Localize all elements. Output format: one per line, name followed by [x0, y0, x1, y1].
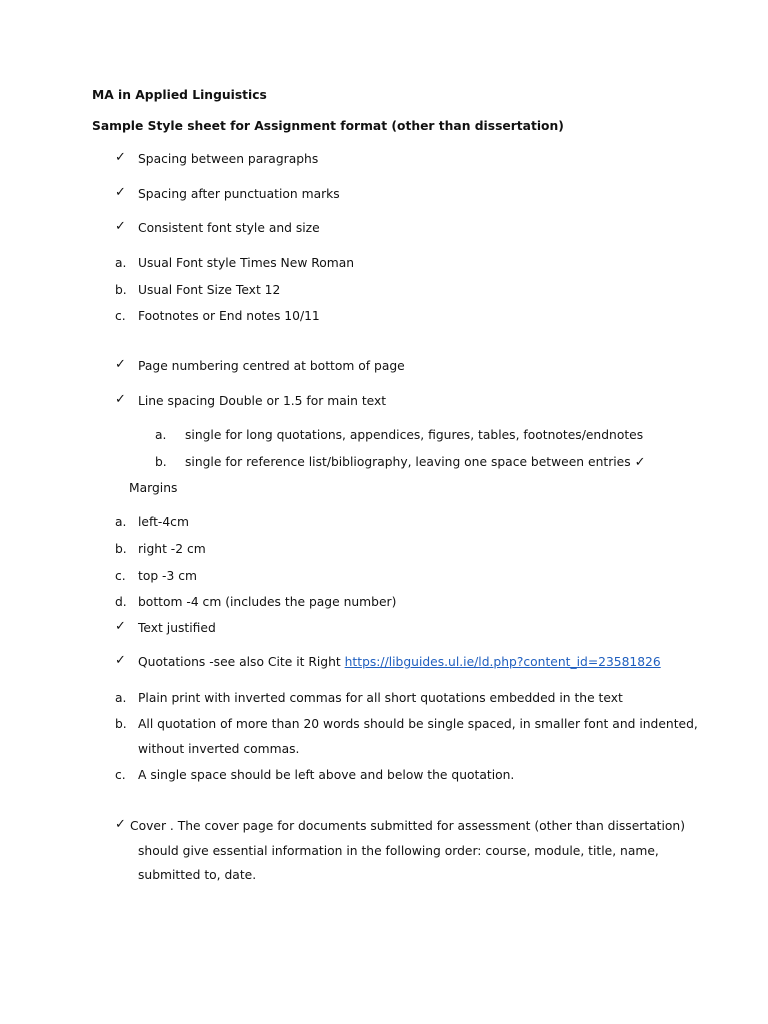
list-item-font-size: Usual Font Size Text 12 — [138, 283, 281, 297]
list-item-long-quotation-1: All quotation of more than 20 words should be single spaced, in smaller font and indented, — [138, 717, 698, 731]
check-icon: ✓ — [115, 817, 126, 832]
list-item-margin-top: top -3 cm — [138, 569, 197, 583]
list-item-long-quotation-2: without inverted commas. — [138, 742, 300, 756]
page-title: MA in Applied Linguistics — [92, 88, 267, 102]
check-icon: ✓ — [115, 357, 126, 372]
list-item-spacing-punctuation: Spacing after punctuation marks — [138, 187, 340, 201]
list-item-cover-1: Cover . The cover page for documents submitted for assessment (other than dissertation) — [130, 819, 686, 833]
list-item-font-style: Usual Font style Times New Roman — [138, 256, 355, 270]
list-item-margin-left: left-4cm — [138, 515, 189, 529]
list-item-page-numbering: Page numbering centred at bottom of page — [138, 359, 405, 373]
list-letter: c. — [115, 768, 126, 782]
list-item-plain-print: Plain print with inverted commas for all short quotations embedded in the text — [138, 691, 623, 705]
list-item-cover-3: submitted to, date. — [138, 868, 257, 882]
list-item-quotations — [138, 654, 661, 670]
list-letter: b. — [155, 455, 167, 469]
list-letter: c. — [115, 569, 126, 583]
list-item-single-space: A single space should be left above and below the quotation. — [138, 768, 515, 782]
list-item-margin-bottom: bottom -4 cm (includes the page number) — [138, 595, 397, 609]
list-item-margin-right: right -2 cm — [138, 542, 206, 556]
list-item-text-justified: Text justified — [138, 621, 216, 635]
list-item-cover-2: should give essential information in the following order: course, module, title, name, — [138, 844, 659, 858]
list-item-margins: Margins — [129, 481, 178, 495]
list-letter: b. — [115, 717, 127, 731]
check-icon: ✓ — [115, 392, 126, 407]
check-icon: ✓ — [115, 653, 126, 668]
list-item-single-references — [185, 454, 645, 471]
list-item-line-spacing: Line spacing Double or 1.5 for main text — [138, 394, 387, 408]
list-letter: b. — [115, 542, 127, 556]
list-letter: a. — [155, 428, 167, 442]
list-item-spacing-paragraphs: Spacing between paragraphs — [138, 152, 319, 166]
check-icon: ✓ — [115, 619, 126, 634]
check-icon: ✓ — [115, 185, 126, 200]
list-item-footnotes: Footnotes or End notes 10/11 — [138, 309, 320, 323]
check-icon: ✓ — [634, 455, 646, 470]
list-letter: a. — [115, 515, 127, 529]
list-letter: d. — [115, 595, 127, 609]
check-icon: ✓ — [115, 219, 126, 234]
single-references-text: single for reference list/bibliography, leaving one space between entries — [185, 455, 631, 469]
list-letter: a. — [115, 256, 127, 270]
list-item-single-quotations: single for long quotations, appendices, figures, tables, footnotes/endnotes — [185, 428, 644, 442]
list-letter: c. — [115, 309, 126, 323]
check-icon: ✓ — [115, 150, 126, 165]
list-item-consistent-font: Consistent font style and size — [138, 221, 320, 235]
cite-it-right-link[interactable]: https://libguides.ul.ie/ld.php?content_id=23581826 — [344, 655, 661, 669]
quotations-text: Quotations -see also Cite it Right — [138, 655, 345, 669]
list-letter: a. — [115, 691, 127, 705]
list-letter: b. — [115, 283, 127, 297]
page-subtitle: Sample Style sheet for Assignment format (other than dissertation) — [92, 119, 564, 133]
